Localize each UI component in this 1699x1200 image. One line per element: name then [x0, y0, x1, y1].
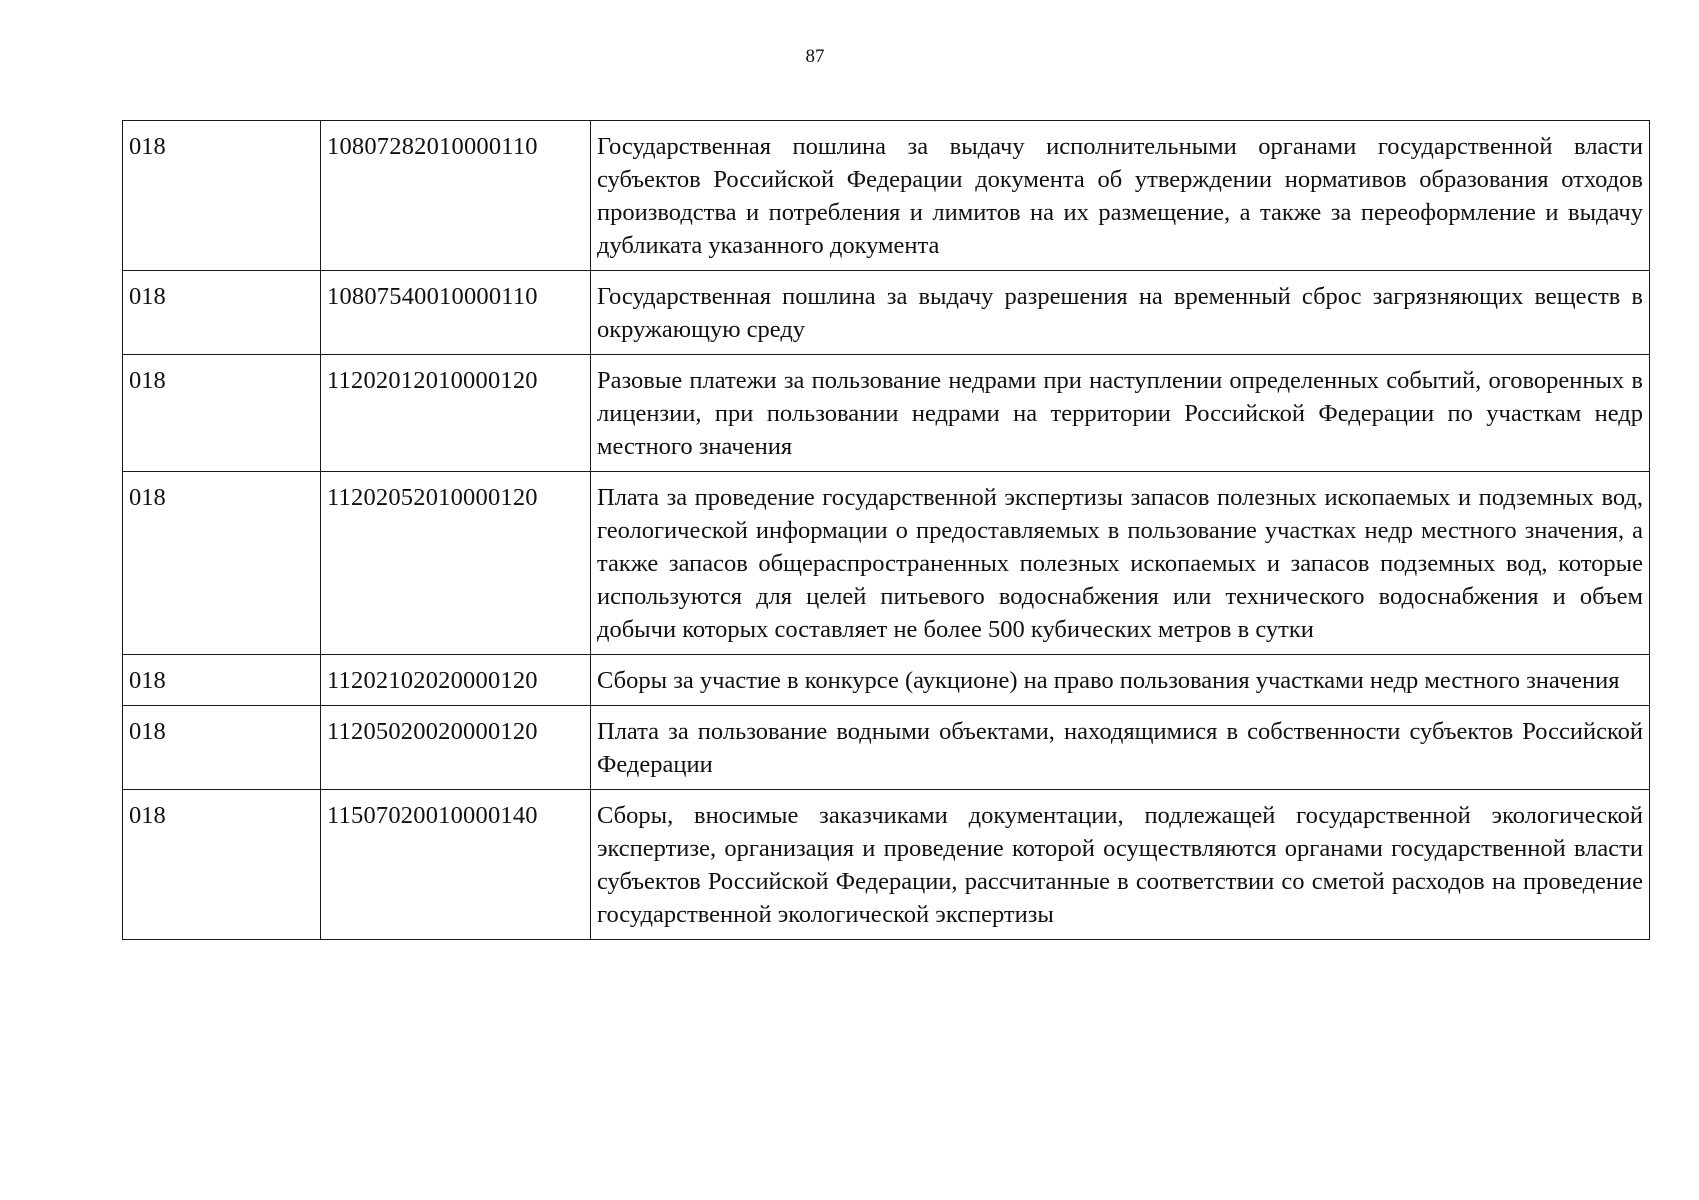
description-cell: Сборы, вносимые заказчиками документации, подлежащей государственной экологической экспертизе, организация и проведение которой осуществляются органами государственной власти субъектов Российской Федерации, рассчитанные в соответствии со сметой расходов на проведение государственной экологической экспертизы	[591, 790, 1650, 940]
budget-code-cell: 10807282010000110	[321, 121, 591, 271]
admin-code-cell: 018	[123, 121, 321, 271]
description-cell: Государственная пошлина за выдачу исполнительными органами государственной власти субъектов Российской Федерации документа об утверждении нормативов образования отходов производства и потребления и лимитов на их размещение, а также за переоформление и выдачу дубликата указанного документа	[591, 121, 1650, 271]
table-row	[123, 706, 1650, 790]
budget-code-cell: 11202052010000120	[321, 472, 591, 655]
table-row	[123, 655, 1650, 706]
description-cell: Плата за проведение государственной экспертизы запасов полезных ископаемых и подземных вод, геологической информации о предоставляемых в пользование участках недр местного значения, а также запасов общераспространенных полезных ископаемых и запасов подземных вод, которые используются для целей питьевого водоснабжения или технического водоснабжения и объем добычи которых составляет не более 500 кубических метров в сутки	[591, 472, 1650, 655]
table-row	[123, 472, 1650, 655]
description-cell: Разовые платежи за пользование недрами при наступлении определенных событий, оговоренных в лицензии, при пользовании недрами на территории Российской Федерации по участкам недр местного значения	[591, 355, 1650, 472]
admin-code-cell: 018	[123, 271, 321, 355]
table-row	[123, 271, 1650, 355]
budget-codes-table	[122, 120, 1650, 940]
description-cell: Государственная пошлина за выдачу разрешения на временный сброс загрязняющих веществ в окружающую среду	[591, 271, 1650, 355]
admin-code-cell: 018	[123, 655, 321, 706]
admin-code-cell: 018	[123, 790, 321, 940]
budget-code-cell: 11202012010000120	[321, 355, 591, 472]
budget-code-cell: 10807540010000110	[321, 271, 591, 355]
table-row	[123, 355, 1650, 472]
admin-code-cell: 018	[123, 706, 321, 790]
table-row	[123, 790, 1650, 940]
description-cell: Сборы за участие в конкурсе (аукционе) на право пользования участками недр местного значения	[591, 655, 1650, 706]
admin-code-cell: 018	[123, 472, 321, 655]
budget-code-cell: 11202102020000120	[321, 655, 591, 706]
table-row	[123, 121, 1650, 271]
admin-code-cell: 018	[123, 355, 321, 472]
page-number: 87	[805, 46, 825, 67]
budget-code-cell: 11205020020000120	[321, 706, 591, 790]
description-cell: Плата за пользование водными объектами, находящимися в собственности субъектов Российской Федерации	[591, 706, 1650, 790]
budget-code-cell: 11507020010000140	[321, 790, 591, 940]
